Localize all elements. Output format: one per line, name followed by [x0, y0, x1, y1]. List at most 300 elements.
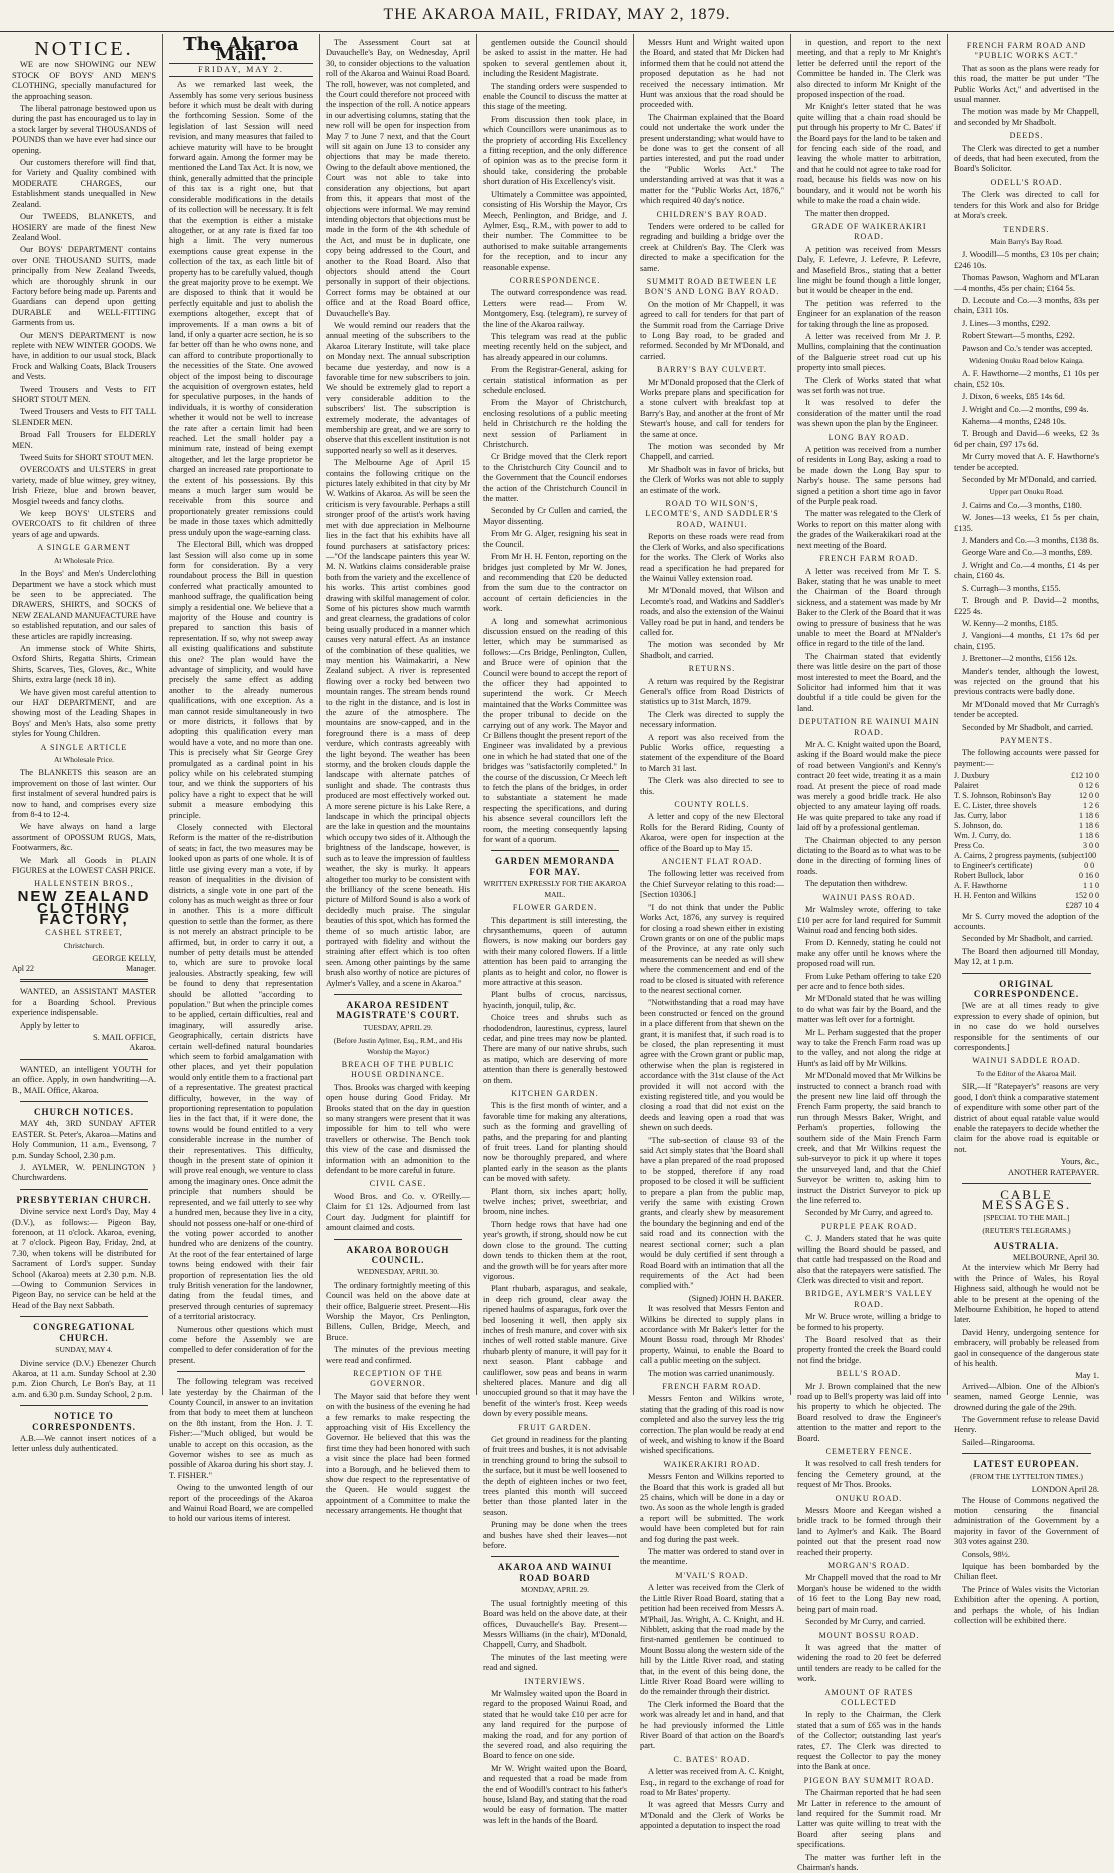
tender-line: A. F. Hawthorne—2 months, £1 10s per chain, £52 10s.	[954, 369, 1099, 389]
paragraph: Choice trees and shrubs such as rhododendron, laurestinus, cypress, laurel cedar, and pine trees may now be planted. There are many of our native shrubs, such as matipo, which are deserving of more attention than there is generally bestowed on them.	[483, 1013, 627, 1085]
account-row	[954, 871, 1099, 881]
paragraph: The deputation then withdrew.	[805, 879, 908, 889]
paragraph: Mr Shadbolt was in favor of bricks, but the Clerk of Works was not able to supply an estimate of the work.	[640, 464, 784, 495]
paragraph: The BLANKETS this season are an improvement on those of last winter. Our first instalment of several hundred pairs is now to hand, and comprises every size from 8-4 to 12-4.	[12, 768, 156, 820]
tender-line: T. Brough and David—6 weeks, £2 3s 6d per chain, £97 17s 6d.	[954, 429, 1099, 449]
court-date: TUESDAY, APRIL 29.	[363, 1022, 433, 1032]
saddle-to: To the Editor of the Akaroa Mail.	[976, 1068, 1077, 1078]
manager-line	[12, 964, 156, 974]
paragraph: Plant thorn, six inches apart; holly, twelve inches; privet, sweetbriar, and broom, nine inches.	[483, 1186, 627, 1217]
paragraph: A letter was received from the Clerk of the Little River Road Board, stating that a petition had been received from Messrs A. M'Phail, Jas. Wright, A. C. Knight, and H. Nibblett, asking that the road made by the first-named gentlemen be continued to Mount Bossu along the western side of the hill by the Little River road, and stating that, in the event of this being done, the Little River Road Board were willing to do the remainder through their district.	[640, 1583, 784, 1697]
paragraph: It was agreed that the matter of widening the road to 20 feet be deferred until tenders are ready to be called for the work.	[797, 1642, 941, 1684]
account-name: Robert Bullock, labor	[954, 871, 1024, 881]
divider	[177, 1371, 305, 1372]
paragraph: It was agreed that Messrs Curry and M'Donald and the Clerk of Works be appointed a deputation to inspect the road	[640, 1800, 784, 1831]
paragraph: The Chairman explained that the Board could not undertake the work under the present understanding; what would have to be done was to get the consent of all parties interested, and put the road under the "Public Works Act." The understanding arrived at was that it was a matter for the "Public Works Act, 1876," which required 40 day's notice.	[640, 112, 784, 206]
tender-line: Thomas Pawson, Waghorn and M'Laran—4 months, 45s per chain; £164 5s.	[954, 273, 1099, 293]
paragraph: "The sub-section of clause 93 of the said Act simply states that 'the Board shall have a plan prepared of the road proposed to be stopped, therefore if any road proposed to be closed it will be sufficient to prepare a plan from the public map, verify the same with existing Crown grants, and clearly shew by measurement the boundary the beginning and end of the said road and its connection with the nearest sectional corner; such a plan would be duly certified if sent through a Road Board with an intimation that all the requirements of the Act had been complied with."	[640, 1135, 784, 1291]
paragraph: A return was required by the Registrar General's office from Road Districts of statistics up to 31st March, 1879.	[640, 676, 784, 707]
tender-line: Mr Curry moved that A. F. Hawthorne's tender be accepted.	[954, 452, 1099, 472]
reception-heading: RECEPTION OF THE GOVERNOR.	[353, 1368, 443, 1389]
road-board-heading: AKAROA AND WAINUI ROAD BOARD	[497, 1562, 613, 1583]
fruit-garden-heading: FRUIT GARDEN.	[518, 1422, 592, 1432]
correspondence-heading: CORRESPONDENCE.	[509, 275, 601, 285]
paragraph: Thos. Brooks was charged with keeping open house during Good Friday. Mr Brooks stated that on the day in question so many strangers were present that it was impossible for him to tell who were travellers or otherwise. The Bench took this view of the case and dismissed the information with an admonition to the defendant to be more careful in future.	[326, 1082, 470, 1176]
paragraph: Arrived—Albion. One of the Albion's seamen, named George Lennie, was drowned during the gale of the 29th.	[954, 1381, 1099, 1412]
tender-line: T. Brough and P. David—2 months, £225 4s.	[954, 596, 1099, 616]
paragraph: On the motion of Mr Chappell, it was agreed to call for tenders for that part of the Summit road from the Carriage Drive to Long Bay road, to be graded and reformed. Seconded by Mr M'Donald, and carried.	[640, 299, 784, 361]
saddle-yours: Yours, &c.,	[1060, 1157, 1099, 1167]
paragraph: The Government refuse to release David Henry.	[954, 1415, 1099, 1435]
column-1	[6, 34, 163, 1454]
reuter-note: (REUTER'S TELEGRAMS.)	[982, 1226, 1071, 1236]
paragraph: Mr Walmsley waited upon the Board in regard to the proposed Wainui Road, and stated that he would take £10 per acre for any land required for the purpose of making the road, and for any portion of the severed road, and also requiring the Board to fence on one side.	[483, 1688, 627, 1761]
tender-line: W. Jones—13 weeks, £1 5s per chain, £135.	[954, 513, 1099, 533]
tender-line: J. Dixon, 6 weeks, £85 14s 6d.	[962, 392, 1065, 402]
australia-heading: AUSTRALIA.	[993, 1240, 1060, 1251]
section-heading: FRENCH FARM ROAD.	[662, 1381, 762, 1391]
garden-sub: WRITTEN EXPRESSLY FOR THE AKAROA MAIL.	[483, 879, 627, 899]
wanted-ad: WANTED, an ASSISTANT MASTER for a Boarding School. Previous experience indispensable.	[12, 987, 156, 1018]
section-heading: BARRY'S BAY CULVERT.	[657, 365, 767, 375]
divider	[334, 994, 462, 995]
section-heading: SUMMIT ROAD BETWEEN LE BON'S AND LONG BAY ROAD.	[644, 276, 780, 297]
paragraph: From the Registrar-General, asking for certain statistical information as per schedule enclosed.	[483, 365, 627, 395]
paragraph: It was resolved to defer the consideration of the matter until the road was shewn upon the plan by the Engineer.	[797, 398, 941, 429]
account-amount: 1 18 6	[1079, 831, 1099, 841]
column-7	[948, 34, 1105, 1625]
paragraph: Mr M'Donald proposed that the Clerk of Works prepare plans and specification for a stone culvert with breakfast top at Barry's Bay, and another at the front of Mr Stewart's house, and call for tenders for the same at once.	[640, 377, 784, 439]
paragraph: We have always on hand a large assortment of OPOSSUM RUGS, Mats, Footwarmers, &c.	[12, 822, 156, 853]
paragraph: Divine service next Lord's Day, May 4 (D.V.), as follows:— Pigeon Bay, forenoon, at 11 o'clock. Akaroa, evening, at 7 o'clock. Pigeon Bay, Friday, 2nd, at 7.30, when tokens will be distributed for Sacrament of Lord's supper. Sunday School (Akaroa) meets at 2.30 p.m. N.B.—Owing to Communion Services in Pigeon Bay, no service can be held at the Head of the Bay next Sabbath.	[12, 1207, 156, 1310]
paragraph: The House of Commons negatived the motion censuring the financial administration of the Government by a majority in favor of the Government of 303 votes against 230.	[954, 1495, 1099, 1547]
account-name: H. H. Fenton and Wilkins	[954, 891, 1037, 901]
account-amount: 12 0 0	[1079, 791, 1099, 801]
tender-line: J. Manders and Co.—3 months, £138 8s.	[962, 536, 1099, 546]
paragraph: Messrs Hunt and Wright waited upon the Board, and stated that Mr Dicken had informed them that he could not attend the proposed deputation as he had not received the necessary intimation. Mr Hunt was anxious that the road should be proceeded with.	[640, 38, 784, 110]
paragraph: Mr M'Donald moved that Mr Wilkins be instructed to connect a branch road with the present new line laid off through the French Farm property, the said branch to run through Messrs Baker, Wright, and Perham's properties, following the southern side of the Main French Farm creek, and that Mr Wilkins request the sub-surveyor to pick it up where it topes the unsurveyed land, and that the Chief Surveyor be written to, asking him to instruct the District Surveyor to pick up the line referred to.	[797, 1071, 941, 1206]
paragraph: The matter was relegated to the Clerk of Works to report on this matter along with the grades of the Waikerakikari road at the next meeting of the Board.	[797, 509, 941, 550]
divider	[334, 1239, 462, 1240]
paragraph: The usual fortnightly meeting of this Board was held on the above date, at their offices, Duvauchelle's Bay. Present—Messrs Williams (in the chair), M'Donald, Chappell, Curry, and Shadbolt.	[483, 1598, 627, 1650]
account-name: Jas. Curry, labor	[954, 811, 1007, 821]
saddle-road-heading: WAINUI SADDLE ROAD.	[972, 1056, 1081, 1066]
section-heading: ANCIENT FLAT ROAD.	[661, 857, 763, 867]
tender-subheading: Upper part Onuku Road.	[989, 487, 1064, 497]
paragraph: From the Mayor of Christchurch, enclosing resolutions of a public meeting held in Christchurch re the holding the next session of Parliament in Christchurch.	[483, 398, 627, 450]
account-amount: 0 12 6	[1079, 781, 1099, 791]
account-row	[954, 781, 1099, 791]
paragraph: As we remarked last week, the Assembly has some very serious business before it which must be dealt with during the forthcoming Session. Some of the legislation of last Session will need revision, and many measures that failed to achieve maturity will have to be brought forward again. Among the former may be mentioned the Land Tax Act. It is now, we think, generally admitted that the principle of this tax is a right one, but that considerable modifications in the details of its collection will be necessary. It is felt that the exemption is either a mistake altogether, or at any rate is fixed far too high a limit. The very numerous exemptions cause great expense in the collection of the tax, as each little bit of property has to be carefully valued, though the great majority prove to be exempt. We are disposed to think that it would be perfectly equitable and just to abolish the exemptions altogether, except that of improvements. If a man owns a bit of land, if only a quarter acre section, he is so far better off than he who owns none, and can afford to contribute proportionally to the necessities of the State. One avowed object of the impost being to discourage the acquisition of overgrown estates, held for speculative purposes, in the hands of individuals, it is worthy of consideration whether it would not be well to increase the rate after a certain limit had been reached. Let the small holder pay a minimum rate, instead of being exempt altogether, and let the large proprietor be charged an increased rate proportionate to the extent of his possessions. By this means a much larger sum would be receivable from this source and proportionately greater remissions could be made in those taxes which admittedly press unduly upon the wage-earning class.	[169, 80, 313, 537]
paragraph: The matter was ordered to stand over in the meantime.	[640, 1547, 784, 1567]
paragraph: Cr Bridge moved that the Clerk report to the Christchurch City Council and to the Government that the Council endorses the action of the Christchurch Council in the matter.	[483, 452, 627, 504]
editorial-date: FRIDAY, MAY 2.	[169, 63, 313, 77]
paragraph: The Clerk was also directed to see to this.	[640, 776, 784, 796]
section-heading: AMOUNT OF RATES COLLECTED	[824, 1687, 914, 1707]
paragraph: Iquique has been bombarded by the Chilian fleet.	[954, 1561, 1099, 1582]
account-amount: 1 18 6	[1079, 821, 1099, 831]
account-amount: 152 0 0	[1075, 891, 1099, 901]
section-heading: FRENCH FARM ROAD.	[819, 554, 919, 564]
paragraph: Mr A. C. Knight waited upon the Board, asking if the Board would make the piece of road between Vangioni's and Kenny's contract 20 feet wide, treating it as a main road. At present the piece of road made was merely a good bridle track. He also objected to any amateur laying off roads. He was quite prepared to take any road if laid off by a professional gentleman.	[797, 740, 941, 833]
section-heading: LONG BAY ROAD.	[828, 432, 910, 442]
church-notices-heading: CHURCH NOTICES.	[33, 1106, 134, 1117]
account-row	[954, 821, 1099, 831]
paragraph: The minutes of the previous meeting were read and confirmed.	[326, 1345, 470, 1365]
divider	[491, 850, 619, 851]
tender-line: W. Kenny—2 months, £185.	[962, 618, 1059, 628]
paragraph: Mr Knight's letter stated that he was quite willing that a chain road should be put through his property to Mr C. Bates' if the Board pays for the land to be taken and for fencing each side of the road, and leaving the whole matter to arbitration, and that he could not agree to take road for road, because his fields was now on his boundary, and it would not be worth his while to make the road a chain wide.	[797, 102, 941, 206]
accounts-list	[954, 771, 1099, 911]
paragraph: The motion was made by Mr Chappell, and seconded by Mr Shadbolt.	[954, 107, 1099, 127]
borough-heading: AKAROA BOROUGH COUNCIL.	[346, 1244, 450, 1265]
paragraph: We keep BOYS' ULSTERS and OVERCOATS to fit children of three years of age and upwards.	[12, 509, 156, 539]
paragraph: The Assessment Court sat at Duvauchelle's Bay, on Wednesday, April 30, to consider objections to the valuation roll of the Akaroa and Wainui Road Board. The roll, however, was not completed, and the Court could therefore not proceed with the inspection of the roll. A notice appears in our advertising columns, stating that the new roll will be open for inspection from May 7 to June 7 next, and that the Court will sit again on June 13 to consider any objections that may be made thereto. Owing to the default above mentioned, the Court was not able to take into consideration any objections, but apart from this, it appears that most of the objections were informal. We may remind intending objectors that objections must be made in the form of the 4th schedule of the Act, and must be in duplicate, one copy being addressed to the Court, and another to the Road Board. Also that objectors should attend the Court personally in support of their objections. Correct forms may be obtained at our office and at the Road Board office, Duvauchelle's Bay.	[326, 38, 470, 318]
paragraph: From D. Kennedy, stating he could not make any offer until he knows where the proposed road will run.	[797, 938, 941, 969]
account-name: E. C. Lister, three shovels	[954, 801, 1037, 811]
paragraph: Sailed—Ringarooma.	[962, 1437, 1035, 1447]
paragraph: We Mark all Goods in PLAIN FIGURES at the LOWEST CASH PRICE.	[12, 855, 156, 876]
divider	[962, 1453, 1091, 1454]
paragraph: The Board then adjourned till Monday, May 12, at 1 p.m.	[954, 946, 1099, 967]
city: Christchurch.	[63, 940, 105, 950]
paragraph: The liberal patronage bestowed upon us during the past has encouraged us to lay in a stock larger by several THOUSANDS of POUNDS than we have ever had since our opening.	[12, 104, 156, 155]
divider	[20, 1101, 148, 1102]
section-heading: ODELL'S ROAD.	[990, 177, 1063, 187]
paragraph: Mander's tender, although the lowest, was rejected on the ground that his previous contracts were badly done.	[954, 666, 1099, 697]
wanted-ad: WANTED, an intelligent YOUTH for an office. Apply, in own handwriting—A. B., MAIL Office, Akaroa.	[12, 1064, 156, 1095]
manager-name: GEORGE KELLY,	[92, 953, 156, 963]
civil-case: CIVIL CASE.	[369, 1179, 427, 1189]
paragraph: A petition was received from Messrs Daly, F. Lefevre, J. Lefevre, P. Lefevre, and Masefield Bros., stating that a better line might be found though a little longer, but it would be cheaper in the end.	[797, 244, 941, 296]
account-name: S. Johnson, do.	[954, 821, 1003, 831]
section-heading: CEMETERY FENCE.	[825, 1447, 913, 1456]
divider	[491, 1556, 619, 1557]
paragraph: Pruning may be done when the trees and bushes have shed their leaves—not before.	[483, 1520, 627, 1551]
section-heading: M'VAIL'S ROAD.	[675, 1570, 749, 1580]
paragraph: That as soon as the plans were ready for this road, the matter be put under "The Public Works Act," and advertised in the usual manner.	[954, 63, 1099, 105]
tender-line: J. Lines—3 months, £292.	[962, 318, 1051, 328]
firm-name: HALLENSTEIN BROS.,	[34, 879, 134, 889]
paragraph: The Chairman objected to any person dictating to the Board as to what was to be done in the directing of forming lines of roads.	[797, 835, 941, 876]
paragraph: At the interview which Mr Berry had with the Prince of Wales, his Royal Highness said, although he would not be able to be present at the opening of the Melbourne Exhibition, he hoped to attend later.	[954, 1263, 1099, 1325]
section-heading: RETURNS.	[688, 664, 736, 674]
paragraph: The Electoral Bill, which was dropped last Session will also come up in some form for consideration. By a very roundabout process the Bill in question conferred what practically amounted to manhood suffrage, the qualification being simply a residential one. We believe that a majority of the House and country is prepared to sanction this basis of representation. If so, why not sweep away all existing qualifications and substitute this one? The plan would have the advantage of simplicity, and would have precisely the same effect as adding another to the already numerous qualifications, with one exception. As a man cannot reside simultaneously in two or more districts, it follows that by adopting this qualification every man would have a vote, and no more than one. This is precisely what Sir George Grey promulgated as a cardinal point in his policy while on his celebrated stumping tour, and we think the supporters of his policy have a right to expect that he will submit a measure embodying this principle.	[169, 540, 313, 820]
paragraph: Divine service (D.V.) Ebenezer Church Akaroa, at 11 a.m. Sunday School at 2.30 p.m. Zion Church, Le Bon's Bay, at 11 a.m. and 6.30 p.m. Sunday School, 2 p.m.	[12, 1358, 156, 1399]
account-amount: 3 0 0	[1083, 841, 1099, 851]
borough-date: WEDNESDAY, APRIL 30.	[357, 1267, 439, 1277]
congregational-heading: CONGREGATIONAL CHURCH.	[33, 1322, 135, 1343]
factory-name-line1: NEW ZEALAND	[17, 887, 151, 905]
paragraph: David Henry, undergoing sentence for embracery, will probably be released from gaol in consequence of the dangerous state of his health.	[954, 1327, 1099, 1369]
section-heading: MORGAN'S ROAD.	[827, 1561, 911, 1571]
paragraph: Seconded by Cr Cullen and carried, the Mayor dissenting.	[483, 506, 627, 526]
account-name: A. Cairns, 2 progress payments, (subject to Engineer's certificate)	[954, 851, 1085, 871]
paragraph: The following letter was received from the Chief Surveyor relating to this road:— [Section 10306.]	[640, 869, 784, 900]
manager-title: Manager.	[126, 964, 156, 974]
paragraph: Mr M'Donald stated that he was willing to do what was fair by the Board, and the matter was left over for a fortnight.	[797, 994, 941, 1025]
paragraph: The motion was seconded by Mr Shadbolt, and carried.	[640, 640, 784, 660]
paragraph: "Notwithstanding that a road may have been constructed or fenced on the ground in a place different from that shewn on the grant, it is manifest that, if such road is to be closed, the plan representing it must agree with the Crown grant or public map, otherwise when the plan is registered in accordance with the 31st clause of the Act provided it will not accord with the existing registered title, and you would be closing a road that did not exist on the deeds and leaving open a road that was shewn on such deeds.	[640, 998, 784, 1133]
may1-date: May 1.	[1075, 1371, 1099, 1381]
account-name: J. Duxbury	[954, 771, 990, 781]
paragraph: Mr M'Donald moved that Mr Curragh's tender be accepted.	[954, 699, 1099, 720]
london-date: LONDON April 28.	[1031, 1485, 1099, 1495]
flower-garden-heading: FLOWER GARDEN.	[512, 903, 598, 913]
paragraph: Closely connected with Electoral Reform is the matter of the re-distribution of seats; in fact, the two measures may be looked upon as parts of one whole. It is of little use giving every man a vote, if by reason of inequalities in the division of districts, a single vote in one part of the colony has as much weight as three or four in another. This is a more difficult question to settle than the former, as there is not merely an abstract principle to be affirmed, but, in order to carry it out, a number of petty details must be attended to, which are sure to provoke local jealousies. Abstractly speaking, few will be found to deny that representation should be allotted "according to population." But when the principle comes to be applied, certain difficulties, real and imaginary, will assuredly arise. Geographically, certain districts have certain well-defined natural boundaries which seem to forbid amalgamation with other places, and yet their population would only entitle them to a fractional part of a representative. The greatest practical difficulty, however, in the way of proportioning representation to population lies in the fact that, if it were done, the towns would be found entitled to a very considerable increase in the number of their representatives. This difficulty, though in the present state of opinion it will prove real enough, we venture to class among the imaginary ones. Once admit the principle that numbers should be represented, and we fail utterly to see why a hundred men, because they live in a city, should not possess one-half or one-third of the voting power accorded to another hundred who are denizens of the country. At the root of the fear entertained of large towns being endowed with their fair proportion of representation lies the old truly British veneration for the landowner, dating from the feudal times, and preserved through centuries of supremacy of a territorial aristocracy.	[169, 823, 313, 1322]
paragraph: Wood Bros. and Co. v. O'Reilly.—Claim for £1 12s. Adjourned from last Court day. Judgment for plaintiff for amount claimed and costs.	[326, 1191, 470, 1233]
paper-name: The Akaroa Mail.	[183, 34, 299, 66]
court-breach: BREACH OF THE PUBLIC HOUSE ORDINANCE.	[341, 1060, 455, 1080]
court-heading: AKAROA RESIDENT MAGISTRATE'S COURT.	[336, 999, 460, 1021]
tender-subheading: Widening Onuku Road below Kainga.	[969, 355, 1084, 365]
section-heading: TENDERS.	[1003, 224, 1050, 234]
paragraph: "I do not think that under the Public Works Act, 1876, any survey is required for closing a road shewn either in existing Crown grants or on one of the public maps of the Province, at any rate only such measurements can be needed as will shew where the commencement and end of the road to be closed is situated with reference to the nearest sectional corner.	[640, 902, 784, 995]
signature: (Signed) JOHN H. BAKER.	[688, 1293, 784, 1303]
section-heading: WAIKERAKIRI ROAD.	[663, 1459, 761, 1469]
paragraph: This department is still interesting, the chrysanthemums, queen of autumn flowers, is now making our borders gay with their many colored flowers. If a little attention has been paid to arranging the plants as to height and color, no flower is more attractive at this season.	[483, 915, 627, 987]
divider	[20, 1189, 148, 1190]
paragraph: Mr Chappell moved that the road to Mr Morgan's house be widened to the width of 16 feet to the Long Bay new road, being part of main road.	[797, 1573, 941, 1614]
paragraph: The standing orders were suspended to enable the Council to discuss the matter at this stage of the meeting.	[483, 81, 627, 112]
paragraph: A.B.—We cannot insert notices of a letter unless duly authenticated.	[12, 1433, 156, 1454]
tender-line: Seconded by Mr M'Donald, and carried.	[962, 475, 1097, 485]
paragraph: The motion was carried unanimously.	[648, 1368, 775, 1378]
paragraph: Mr J. Brown complained that the new road up to Bell's property was laid off into his property to which he objected. The Board resolved to draw the Engineer's attention to the matter and report to the Board.	[797, 1381, 941, 1443]
paragraph: Reports on these roads were read from the Clerk of Works, and also specifications for the works. The Clerk of Works also read a specification he had prepared for the Wainui Valley extension road.	[640, 532, 784, 583]
wholesale-sub: At Wholesale Price.	[53, 555, 115, 565]
tender-line: Kahema—4 months, £248 10s.	[962, 417, 1066, 426]
paragraph: A letter was received from A. C. Knight, Esq., in regard to the exchange of road for road to Mr Bates' property.	[640, 1767, 784, 1797]
paragraph: Seconded by Mr Shadbolt, and carried.	[962, 934, 1093, 944]
divider	[20, 1059, 148, 1060]
paragraph: Mr L. Perham suggested that the proper way to take the French Farm road was up to the valley, and not along the ridge at Hunt's as laid off by Mr Wilkins.	[797, 1027, 941, 1068]
melb-date: MELBOURNE, April 30.	[1012, 1252, 1099, 1262]
original-correspondence-heading: ORIGINAL CORRESPONDENCE.	[973, 978, 1080, 1000]
column-5	[634, 34, 791, 1831]
court-before: (Before Justin Aylmer, Esq., R.M., and His Worship the Mayor.)	[333, 1036, 463, 1056]
tender-line: J. Brettoner—2 months, £156 12s.	[962, 654, 1078, 664]
paragraph: Apply by letter to	[20, 1020, 80, 1030]
paragraph: Mr S. Curry moved the adoption of the accounts.	[954, 911, 1099, 931]
paragraph: Get ground in readiness for the planting of fruit trees and bushes, it is not advisable in trenching ground to bring the subsoil to the surface, but it must be well loosened to the depth of eighteen inches or two feet, trees planted this month will succeed better than those planted later in the season.	[483, 1435, 627, 1517]
account-row	[954, 831, 1099, 841]
paragraph: The Chairman reported that he had seen Mr Latter in reference to the amount of land required for the Summit road. Mr Latter was quite willing to treat with the Board after seeing plans and specifications.	[797, 1788, 941, 1850]
paragraph: An immense stock of White Shirts, Oxford Shirts, Regatta Shirts, Crimean Shirts, Scarves, Ties, Gloves, &c., White Shirts, extra large (neck 18 in).	[12, 643, 156, 685]
paragraph: Messrs Fenton and Wilkins reported to the Board that this work is graded all but 25 chains, which will be done in a day or two. As soon as the whole length is graded a report will be submitted. The work would have been completed but for rain and fog during the past week.	[640, 1472, 784, 1544]
section-heading: WAINUI PASS ROAD.	[822, 892, 916, 902]
paragraph: SIR,—If "Ratepayer's" reasons are very good, I don't think a comparative statement of expenditure with some other part of the district of about equal ratable value would enable the ratepayers to decide whether the claim for the above road is equitable or not.	[954, 1082, 1100, 1154]
column-2	[163, 34, 320, 1524]
paragraph: The petition was referred to the Engineer for an explanation of the reason for taking through the line as proposed.	[797, 298, 941, 329]
paragraph: The outward correspondence was read. Letters were read— From W. Montgomery, Esq. (telegram), re survey of the line of the Akaroa railway.	[483, 288, 627, 329]
paragraph: The Clerk of Works stated that what was set forth was not true.	[797, 375, 941, 395]
paragraph: Tweed Trousers and Vests to FIT TALL SLENDER MEN.	[12, 407, 156, 427]
section-heading: DEPUTATION RE WAINUI MAIN ROAD.	[798, 717, 940, 737]
paragraph: Numerous other questions which must come before the Assembly we are compelled to defer consideration of for the present.	[169, 1324, 313, 1365]
account-name: Wm. J. Curry, do.	[954, 831, 1012, 841]
paragraph: gentlemen outside the Council should be asked to assist in the matter. He had spoken to several gentlemen about it, including the Resident Magistrate.	[483, 38, 627, 79]
paragraph: The Clerk informed the Board that the work was already let and in hand, and that he had previously informed the Little River Board of that action on the Board's part.	[640, 1699, 784, 1751]
from-times: (FROM THE LYTTELTON TIMES.)	[970, 1471, 1083, 1481]
account-row	[954, 891, 1099, 901]
paragraph: Seconded by Mr Curry, and agreed to.	[805, 1208, 933, 1218]
interviews-heading: INTERVIEWS.	[524, 1676, 586, 1686]
account-amount: 1 1 0	[1083, 881, 1099, 891]
paragraph: Messrs Fenton and Wilkins wrote, stating that the grading of this road is now completed and also the survey less the trig correction. The plan would be ready at end of week, and wishing to know if the Board wished specifications.	[640, 1394, 784, 1456]
paragraph: From Luke Petham offering to take £20 per acre and to fence both sides.	[797, 971, 941, 991]
paragraph: The Prince of Wales visits the Victorian Exhibition after the opening. A portion, and perhaps the whole, of his Indian collection will be exhibited there.	[954, 1584, 1099, 1625]
paragraph: Mr M'Donald moved, that Wilson and Lecomte's road, and Watkins and Saddler's roads, and also the extension of the Wainui Valley road be put in hand, and tenders be called for.	[640, 586, 784, 637]
column-6	[791, 34, 948, 1873]
masthead-title: THE AKAROA MAIL, FRIDAY, MAY 2, 1879.	[383, 6, 731, 23]
paragraph: This telegram was read at the public meeting recently held on the subject, and has already appeared in our columns.	[483, 331, 627, 362]
account-row	[954, 881, 1099, 891]
paragraph: Our MEN'S DEPARTMENT is now replete with NEW WINTER GOODS. We have, in addition to our usual stock, Black Frock and Walking Coats, Black Trousers and Vests.	[12, 330, 156, 382]
paragraph: Seconded by Mr Shadbolt, and carried.	[962, 722, 1093, 732]
garden-heading: GARDEN MEMORANDA FOR MAY.	[495, 856, 615, 877]
paragraph: In the Boys' and Men's Underclothing Department we have a stock which must be seen to be appreciated. The DRAWERS, SHIRTS, and SOCKS of NEW ZEALAND MANUFACTURE have so established reputation, and our sales of these articles are rapidly increasing.	[12, 569, 156, 641]
newspaper-columns	[6, 34, 1108, 1873]
section-heading: MOUNT BOSSU ROAD.	[818, 1630, 920, 1640]
paragraph: A letter and copy of the new Electoral Rolls for the Berard Riding, County of Akaroa, were open for inspection at the office of the Board up to May 15.	[640, 812, 784, 853]
tender-subheading: Main Barry's Bay Road.	[990, 236, 1063, 246]
account-name: Palairet	[954, 781, 979, 791]
special-note: [SPECIAL TO THE MAIL.]	[983, 1212, 1070, 1222]
account-row	[954, 841, 1099, 851]
account-name: Press Co.	[954, 841, 985, 851]
tender-line: Robert Stewart—5 months, £292.	[962, 331, 1075, 341]
tender-line: J. Wright and Co.—4 months, £1 4s per chain, £160 4s.	[954, 560, 1099, 581]
latest-european-heading: LATEST EUROPEAN.	[973, 1459, 1080, 1470]
paragraph: The ordinary fortnightly meeting of this Council was held on the above date at their office, Balguerie street. Present—His Worship the Mayor, Crs Penlington, Billens, Cullen, Bridge, Meech, and Bruce.	[326, 1280, 470, 1342]
wanted-office: S. MAIL OFFICE,	[93, 1032, 156, 1042]
paragraph: The matter was further left in the Chairman's hands.	[797, 1852, 941, 1873]
section-heading: PAYMENTS.	[1000, 735, 1053, 745]
tender-line: George Ware and Co.—3 months, £89.	[962, 548, 1093, 558]
paragraph: The following telegram was received late yesterday by the Chairman of the County Council, in answer to an invitation from that body to meet them at luncheon on the 8th instant, from the Hon. J. T. Fisher:—"Much obliged, but would be unable to accept on this occasion, as the Governor wishes to see as much as possible of Akaroa during his short stay. J. T. FISHER."	[169, 1377, 313, 1480]
divider	[962, 1183, 1091, 1184]
tender-line: J. Woodill—5 months, £3 10s per chain; £246 10s.	[954, 250, 1099, 270]
paragraph: We have given most careful attention to our HAT DEPARTMENT, and are showing most of the Leading Shapes in Boys' and Men's Hats, also some pretty styles for Young Children.	[12, 687, 156, 739]
section-heading: PURPLE PEAK ROAD.	[820, 1221, 918, 1231]
paragraph: The motion was seconded by Mr Chappell, and carried.	[640, 442, 784, 462]
paragraph: J. AYLMER, W. PENLINGTON } Churchwardens.	[12, 1163, 156, 1183]
paragraph: Thorn hedge rows that have had one year's growth, if strong, should now be cut down close to the ground. The cutting down tends to thicken them at the root, and the growth will be for years after more vigorous.	[483, 1219, 627, 1281]
kitchen-garden-heading: KITCHEN GARDEN.	[511, 1089, 599, 1098]
road-board-date: MONDAY, APRIL 29.	[520, 1585, 590, 1595]
account-name: A. F. Hawthorne	[954, 881, 1008, 891]
single-article-heading: A SINGLE ARTICLE	[40, 742, 128, 752]
correspondents-heading: NOTICE TO CORRESPONDENTS.	[32, 1411, 136, 1432]
section-heading: ROAD TO WILSON'S, LECOMTE'S, AND SADDLER'S ROAD, WAINUI.	[645, 499, 779, 529]
section-heading: DEEDS.	[1009, 131, 1044, 141]
section-heading: FRENCH FARM ROAD AND "PUBLIC WORKS ACT."	[966, 41, 1087, 61]
tender-line: J. Cairns and Co.—3 months, £180.	[962, 500, 1082, 510]
paragraph: In reply to the Chairman, the Clerk stated that a sum of £65 was in the hands of the Collector; outstanding last year's rates, £7. The Clerk was directed to request the Collector to pay the money into the Bank at once.	[797, 1710, 941, 1772]
paragraph: Messrs Moore and Keegan wished a bridle track to be formed through their land to Aylmer's and Kaik. The Board pointed out that the present road now reached their property.	[797, 1506, 941, 1557]
paragraph: WE are now SHOWING our NEW STOCK OF BOYS' AND MEN'S CLOTHING, specially manufactured for the approaching season.	[12, 60, 156, 101]
paragraph: The Clerk was directed to get a number of deeds, that had been executed, from the Board's Solicitor.	[954, 143, 1099, 174]
cong-date: SUNDAY, MAY 4.	[55, 1345, 113, 1355]
account-row	[954, 851, 1099, 871]
section-heading: GRADE OF WAIKERAKIRI ROAD.	[811, 221, 927, 242]
paragraph: Owing to the unwonted length of our report of the proceedings of the Akaroa and Wainui Road Board, we are compelled to hold our various items of interest.	[169, 1483, 313, 1524]
street: CASHEL STREET,	[45, 928, 123, 938]
paragraph: MAY 4th, 3RD SUNDAY AFTER EASTER. St. Peter's, Akaroa—Matins and Holy Communion, 11 a.m., Evensong, 7 p.m. Sunday School, 2.30 p.m.	[12, 1119, 156, 1160]
paragraph: OVERCOATS and ULSTERS in great variety, made of blue witney, grey witney, Irish Frieze, blue and brown beaver, Mosgiel tweeds and fancy cloths.	[12, 465, 156, 506]
paragraph: The Mayor said that before they went on with the business of the evening he had a few remarks to make respecting the approaching visit of His Excellency the Governor. He believed that this was the first time they had been honored with such a visit since the place had been formed into a Borough, and he believed them to show due respect to the representative of the Queen. He would suggest the appointment of a Committee to make the necessary arrangements. He thought that	[326, 1391, 470, 1516]
account-row	[954, 801, 1099, 811]
saddle-sign: ANOTHER RATEPAYER.	[1007, 1167, 1099, 1177]
factory-name-line2: CLOTHING FACTORY,	[36, 900, 132, 928]
section-heading: COUNTY ROLLS.	[674, 800, 750, 810]
masthead	[0, 0, 1114, 32]
single-garment-heading: A SINGLE GARMENT	[37, 543, 131, 553]
column-3	[320, 34, 477, 1516]
paragraph: Ultimately a Committee was appointed, consisting of His Worship the Mayor, Crs Meech, Penlington, and Bridge, and J. Aylmer, Esq., R.M., with power to add to their number. The Committee to be authorised to make suitable arrangements for the reception, and to incur any reasonable expense.	[483, 189, 627, 272]
paragraph: From Mr H. H. Fenton, reporting on the bridges just completed by Mr W. Jones, and recommending that £20 be deducted from the sum due to the contractor on account of certain deficiencies in the work.	[483, 552, 627, 614]
paragraph: The matter then dropped.	[805, 208, 890, 218]
paragraph: C. J. Manders stated that he was quite willing the Board should be passed, and that cattle had trespassed on the Road and also that the ratepayers were satisfied. The Clerk was directed to visit and report.	[797, 1234, 941, 1285]
paragraph: Our customers therefore will find that, for Variety and Quality combined with MODERATE CHARGES, our Establishment stands unequalled in New Zealand.	[12, 158, 156, 209]
paragraph: Tweed Trousers and Vests to FIT SHORT STOUT MEN.	[12, 384, 156, 404]
section-heading: BELL'S ROAD.	[836, 1369, 902, 1379]
accounts-total: £287 10 4	[1065, 901, 1099, 911]
paragraph: Tweed Suits for SHORT STOUT MEN.	[20, 453, 154, 463]
paragraph: Mr W. Wright waited upon the Board, and requested that a road be made from the end of Woodill's contract to his father's house, Island Bay, and stating that the road would be easy of formation. The matter was left in the hands of the Board.	[483, 1763, 627, 1825]
paragraph: The Board resolved that as their property fronted the creek the Board could not find the bridge.	[797, 1334, 941, 1365]
tender-line: D. Lecoute and Co.—3 months, 83s per chain, £311 10s.	[954, 295, 1099, 316]
notice-title: NOTICE.	[34, 38, 134, 60]
paragraph: Seconded by Mr Curry, and carried.	[805, 1617, 926, 1627]
paragraph: The following accounts were passed for payment:—	[954, 748, 1099, 768]
account-row	[954, 791, 1099, 801]
account-amount: 100 0 0	[1084, 851, 1097, 871]
paragraph: From discussion then took place, in which Councillors were unanimous as to the propriety of according His Excellency a fitting reception, and the only difference of opinion was as to the precise form it should take, considering the probable short duration of His Excellency's visit.	[483, 114, 627, 187]
divider	[20, 979, 148, 982]
manager-date: Apl 22	[12, 964, 34, 974]
paragraph: Tenders were ordered to be called for regrading and building a bridge over the creek at Children's Bay. The Clerk was directed to make a specification for the same.	[640, 221, 784, 273]
tender-line: J. Vangioni—4 months, £1 17s 6d per chain, £195.	[954, 631, 1099, 651]
paragraph: A letter was received from Mr T. S. Baker, stating that he was unable to meet the Chairman of the Board through sickness, and a statement was made by Mr Baker to the Clerk of the Board that it was owing to pressure of business that he was unable to meet the Board at M'Nalder's office in regard to the title of the land.	[797, 566, 941, 649]
paragraph: in question, and report to the next meeting, and that a reply to Mr Knight's letter be deferred until the report of the Committee be handed in. The Clerk was also directed to inform Mr Knight of the proposed inspection of the road.	[797, 38, 941, 100]
paragraph: This is the first month of winter, and a favorable time for making any alterations, such as the forming and gravelling of paths, and the preparing for and planting of fruit trees. Land for planting should now be thoroughly prepared, and where planted early in the season as the plants can be moved with safety.	[483, 1101, 627, 1184]
paragraph: It was resolved that Messrs Fenton and Wilkins be directed to supply plans in accordance with Mr Baker's letter for the Mount Bossu road, through Mr Rhodes' property, Wainui, to enable the Board to call a public meeting on the subject.	[640, 1304, 784, 1366]
paragraph: The Melbourne Age of April 15 contains the following critique on the pictures lately exhibited in that city by Mr W. Watkins of Akaroa. As will be seen the criticism is very favourable. Perhaps a still stronger proof of the artist's work having met with due appreciation in Melbourne lies in the fact that his exhibits have all found purchasers at satisfactory prices:—"Of the landscape painters this year W. M. N. Watkins claims considerable praise both from the variety and the excellence of his works. This artist combines good drawing with skilful management of color. Some of his pictures show much warmth and great clearness, the gradations of color being usually produced in a manner which causes very natural effect. As an instance of the combination of these qualities, we may mention his Waimakariri, a New Zealand subject. A river is represented flowing over a rocky bed between two mountain ranges. The stream bends round to the right in the distance, and is lost in the azure of the atmosphere. The mountains are snow-capped, and in the foreground there is a mass of deep verdure, which contrasts agreeably with the light beyond. The weather has been stormy, and the broken clouds dapple the landscape with alternate patches of sunlight and shade. The contrasts thus produced are most effectively worked out. A more serene picture is his Lake Rere, a landscape in which the principal objects are the lake in question and the mountains which occupy two sides of it. Although the brightness of the landscape, however, is such as to leave the impression of faultless weather, the sky is murky. It appears altogether too murky to be consistent with the brilliancy of the scene beneath. His picture of Milford Sound is also a work of decidedly much praise. The singular beauties of this spot, which has formed the theme of so much artistic labor, are portrayed with fidelity and without the straining after effect which is too often seen. Among other paintings by the same brush also worthy of notice are pictures of Aylmer's Valley, and a scene in Akaroa."	[326, 458, 470, 988]
divider	[20, 1405, 148, 1406]
paragraph: From Mr G. Alger, resigning his seat in the Council.	[483, 529, 627, 549]
paragraph: The Chairman stated that evidently there was little desire on the part of those most interested to meet the Board, and the Solicitor had informed him that it was doubtful if a title could be given for the land.	[797, 651, 941, 713]
wanted-place: Akaroa.	[129, 1043, 156, 1053]
section-heading: BRIDGE, AYLMER'S VALLEY ROAD.	[804, 1289, 934, 1309]
paragraph: Our TWEEDS, BLANKETS, and HOSIERY are made of the finest New Zealand Wool.	[12, 212, 156, 242]
account-amount: 1 18 6	[1079, 811, 1099, 821]
tender-line: J. Wright and Co.—2 months, £99 4s.	[962, 404, 1089, 414]
tender-line: S. Curragh—3 months, £155.	[962, 583, 1061, 593]
account-row	[954, 811, 1099, 821]
paragraph: [We are at all times ready to give expression to every shade of opinion, but in no case do we hold ourselves responsible for the sentiments of our correspondents.]	[954, 1001, 1099, 1053]
account-row	[954, 771, 1099, 781]
paragraph: The minutes of the last meeting were read and signed.	[483, 1652, 627, 1673]
paragraph: A report was also received from the Public Works office, requesting a statement of the expenditure of the Board to March 31 last.	[640, 732, 784, 773]
cable-heading: CABLE MESSAGES.	[981, 1186, 1072, 1213]
section-heading: PIGEON BAY SUMMIT ROAD.	[803, 1775, 935, 1785]
column-4	[477, 34, 634, 1825]
presbyterian-heading: PRESBYTERIAN CHURCH.	[16, 1194, 152, 1205]
account-amount: £12 10 0	[1071, 771, 1099, 781]
divider	[962, 973, 1091, 974]
